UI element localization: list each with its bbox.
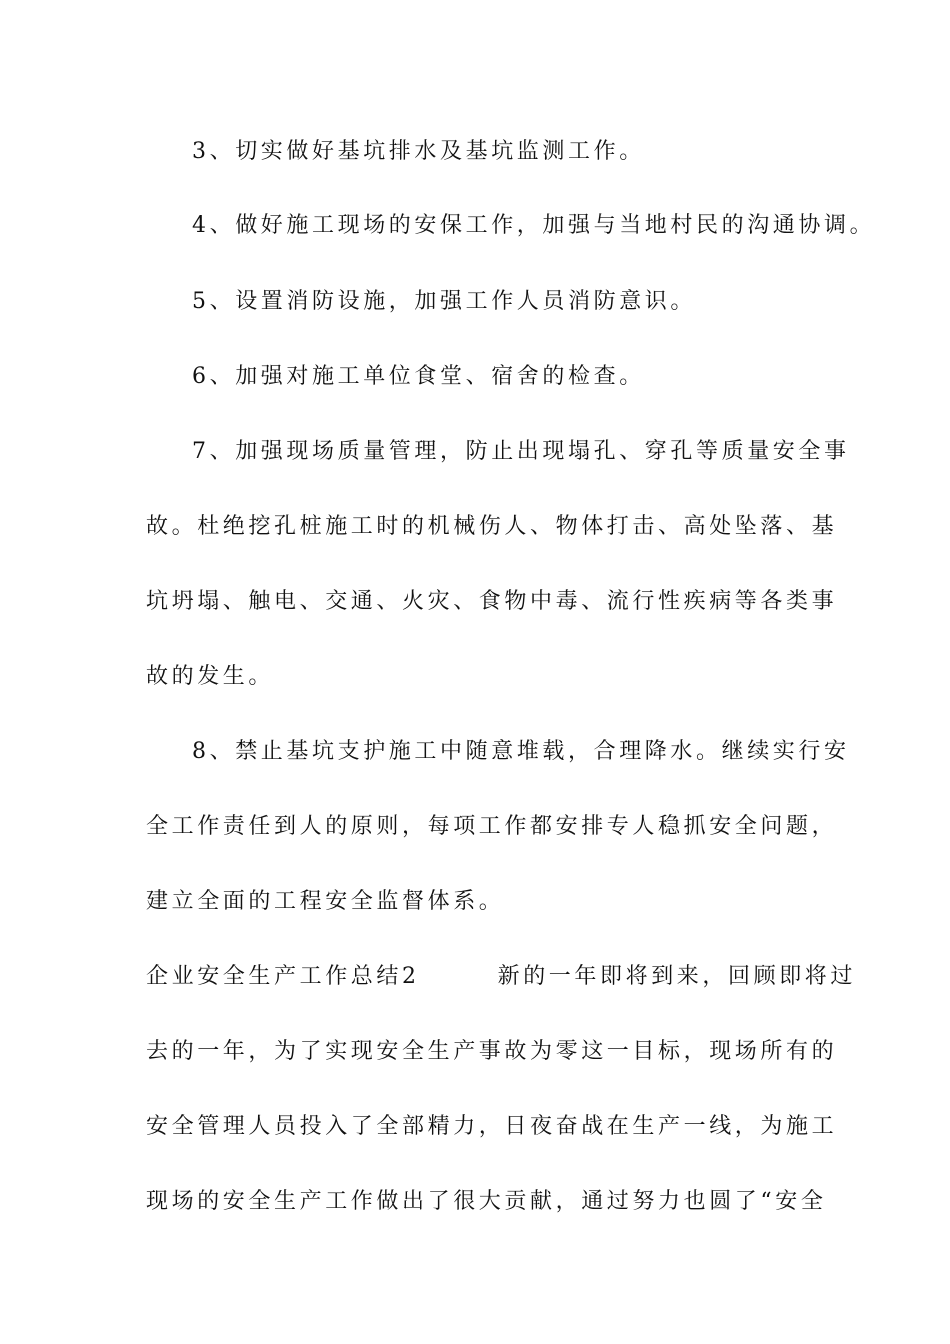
paragraph-line: 5、设置消防设施，加强工作人员消防意识。 (192, 289, 696, 314)
paragraph-line: 4、做好施工现场的安保工作，加强与当地村民的沟通协调。 (192, 213, 876, 238)
section-heading-line (146, 962, 856, 992)
paragraph-line: 全工作责任到人的原则，每项工作都安排专人稳抓安全问题， (146, 814, 838, 839)
paragraph-line: 7、加强现场质量管理，防止出现塌孔、穿孔等质量安全事 (192, 439, 850, 464)
section-first-line: 新的一年即将到来，回顾即将过 (497, 964, 857, 989)
paragraph-line: 去的一年，为了实现安全生产事故为零这一目标，现场所有的 (146, 1039, 838, 1064)
section-title: 企业安全生产工作总结2 (146, 964, 420, 989)
paragraph-line: 建立全面的工程安全监督体系。 (146, 889, 505, 914)
paragraph-line: 3、切实做好基坑排水及基坑监测工作。 (192, 139, 645, 164)
paragraph-line: 安全管理人员投入了全部精力，日夜奋战在生产一线，为施工 (146, 1114, 838, 1139)
paragraph-line: 现场的安全生产工作做出了很大贡献，通过努力也圆了“安全 (146, 1189, 827, 1214)
paragraph-line: 故的发生。 (146, 664, 275, 689)
paragraph-line: 8、禁止基坑支护施工中随意堆载，合理降水。继续实行安 (192, 739, 850, 764)
paragraph-line: 坑坍塌、触电、交通、火灾、食物中毒、流行性疾病等各类事 (146, 589, 838, 614)
paragraph-line: 故。杜绝挖孔桩施工时的机械伤人、物体打击、高处坠落、基 (146, 514, 838, 539)
paragraph-line: 6、加强对施工单位食堂、宿舍的检查。 (192, 364, 645, 389)
